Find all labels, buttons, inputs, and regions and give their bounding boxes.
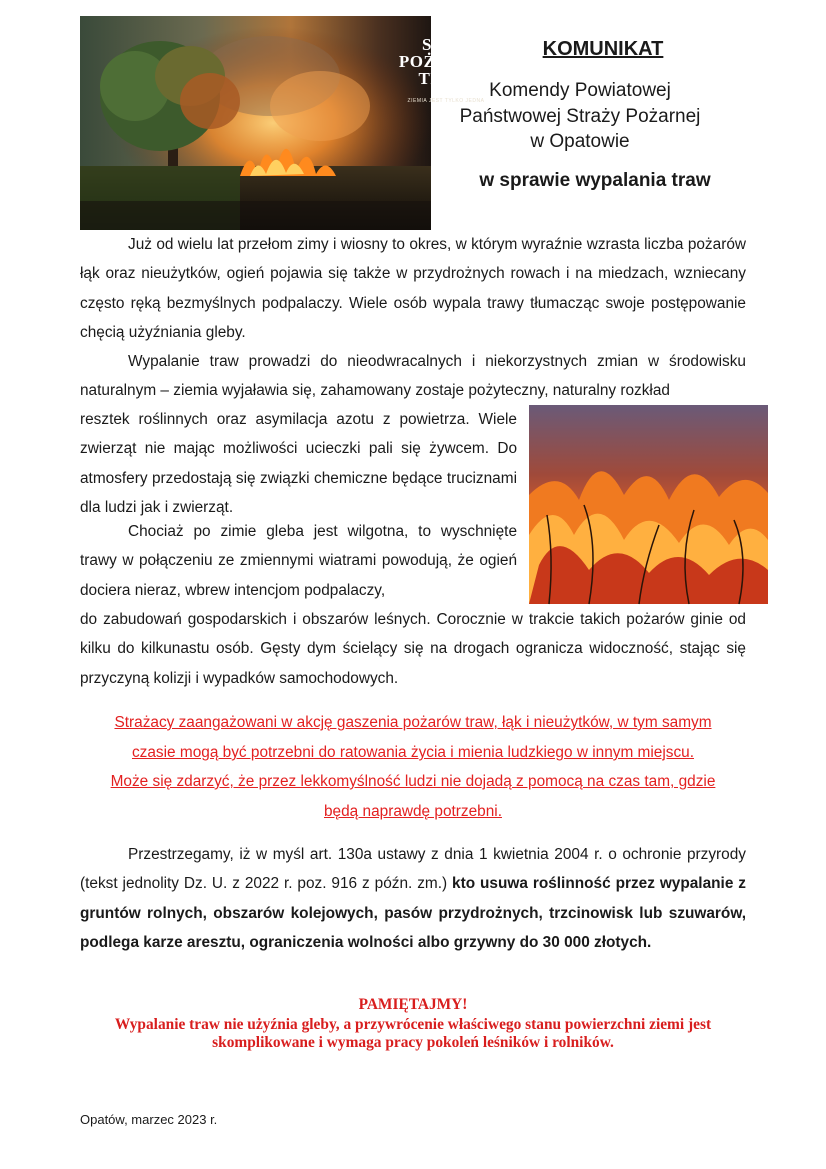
penalty-text: kto usuwa roślinność przez wypalanie z gruntów rolnych, obszarów kolejowych, pasów przydrożnych, trzcinowisk lub szuwarów, podlega karze aresztu, ograniczenia wolności albo grzywny do 30 000 złotych. [80,875,746,951]
paragraph-3-narrow: Chociaż po zimie gleba jest wilgotna, to wyschnięte trawy w połączeniu ze zmiennymi wiatrami powodują, że ogień dociera nieraz, wbrew intencjom podpalaczy, [80,523,517,599]
paragraph-1: Już od wielu lat przełom zimy i wiosny to okres, w którym wyraźnie wzrasta liczba pożarów łąk oraz nieużytków, ogień pojawia się także w przydrożnych rowach i na miedzach, wzniecany często ręką bezmyślnych podpalaczy. Wiele osób wypala trawy tłumacząc swoje postępowanie chęcią użyźniania gleby. [80,236,746,341]
document-title: KOMUNIKAT [542,38,664,60]
warning-line-4: będą naprawdę potrzebni. [324,803,502,820]
remember-line-1: Wypalanie traw nie użyźnia gleby, a przywrócenie właściwego stanu powierzchni ziemi jest [114,1016,712,1033]
warning-line-3: Może się zdarzyć, że przez lekkomyślność ludzi nie dojadą z pomocą na czas tam, gdzie [110,773,716,790]
paragraph-2-full: Wypalanie traw prowadzi do nieodwracalnych i niekorzystnych zmian w środowisku naturalnym – ziemia wyjaławia się, zahamowany zostaje pożyteczny, naturalny rozkład [80,353,746,400]
poster-artwork [80,16,431,230]
warning-line-2: czasie mogą być potrzebni do ratowania życia i mienia ludzkiego w innym miejscu. [131,744,694,761]
warning-line-1: Strażacy zaangażowani w akcję gaszenia pożarów traw, łąk i nieużytków, w tym samym [114,714,712,731]
paragraph-2-narrow: resztek roślinnych oraz asymilacja azotu z powietrza. Wiele zwierząt nie mając możliwości ucieczki pali się żywcem. Do atmosfery przedostają się związki chemiczne będące truciznami dla ludzi jak i zwierząt. [80,411,517,516]
poster-subtitle: ZIEMIA JEST TYLKO JEDNA [407,98,485,104]
remember-line-2: skomplikowane i wymaga pracy pokoleń leśników i rolników. [212,1034,614,1051]
paragraph-3-full: do zabudowań gospodarskich i obszarów leśnych. Corocznie w trakcie takich pożarów ginie od kilku do kilkunastu osób. Gęsty dym ścielący się na drogach ogranicza widoczność, stając się przyczyną kolizji i wypadków samochodowych. [80,611,746,687]
header-line-3: w Opatowie [530,131,630,152]
document-subject: w sprawie wypalania traw [479,170,711,191]
grass-fire-photo [529,405,768,604]
poster-title: STOP POŻAROM TRAW [398,35,492,88]
remember-heading: PAMIĘTAJMY! [358,996,468,1013]
document-date: Opatów, marzec 2023 r. [80,1112,218,1127]
stop-fires-poster [80,16,492,230]
header-line-2: Państwowej Straży Pożarnej [459,106,701,127]
header-line-1: Komendy Powiatowej [489,80,671,101]
law-paragraph: Przestrzegamy, iż w myśl art. 130a ustawy z dnia 1 kwietnia 2004 r. o ochronie przyrody (tekst jednolity Dz. U. z 2022 r. poz. 916 z późn. zm.) kto usuwa roślinność przez wypalanie z gruntów rolnych, obszarów kolejowych, pasów przydrożnych, trzcinowisk lub szuwarów, podlega karze aresztu, ograniczenia wolności albo grzywny do 30 000 złotych. [80,846,746,951]
